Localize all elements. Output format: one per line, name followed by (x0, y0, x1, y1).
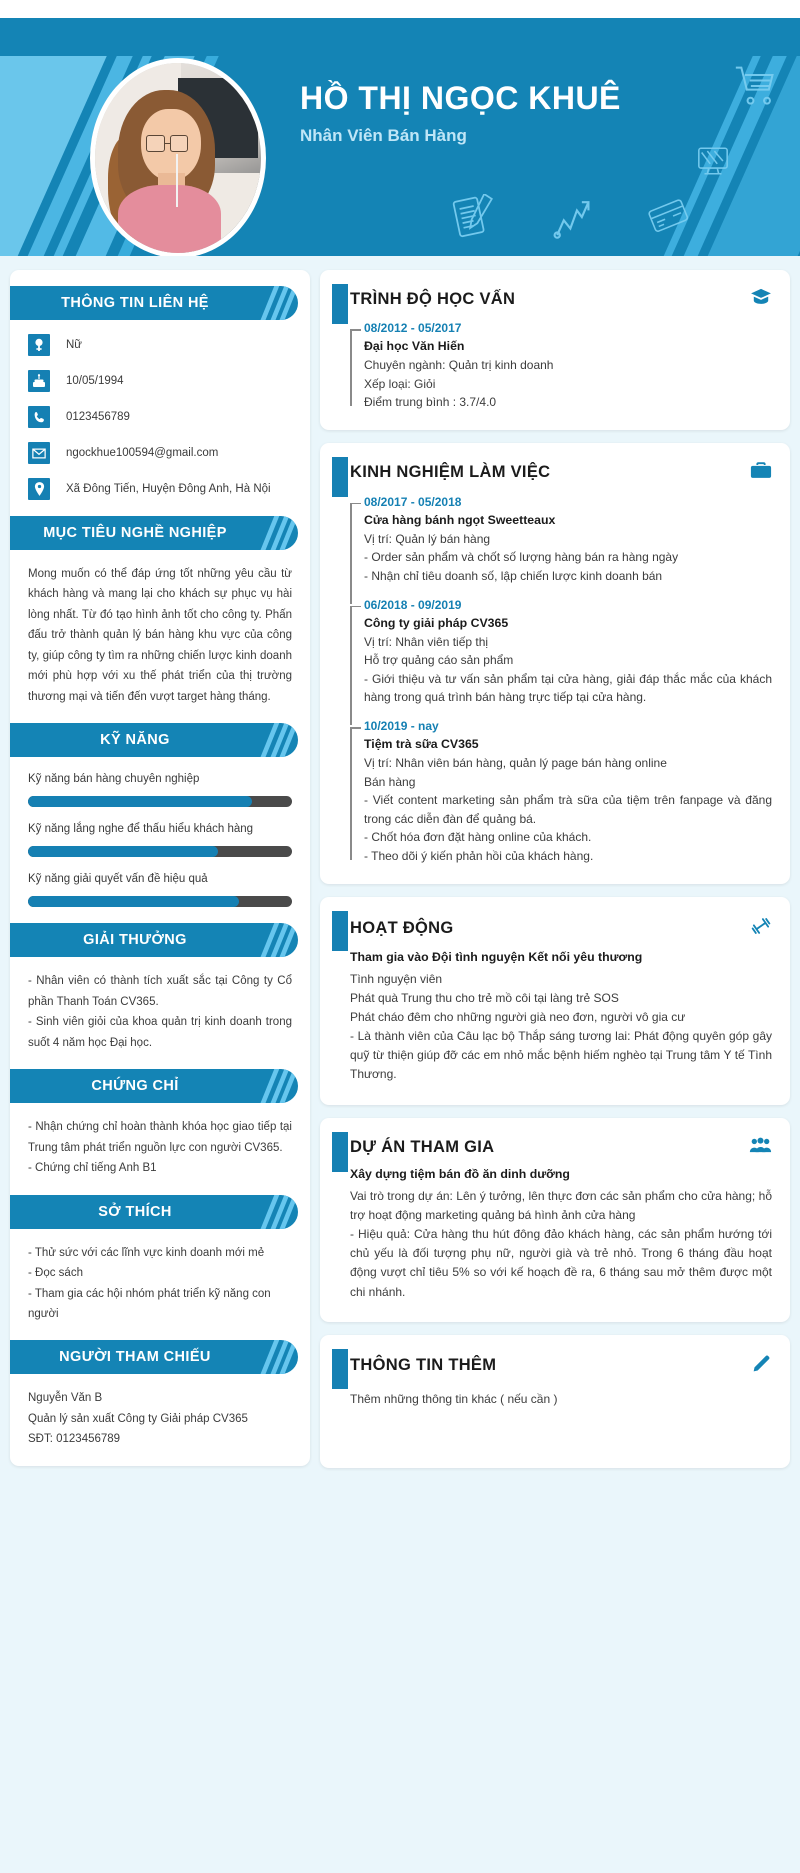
skill-label: Kỹ năng lắng nghe để thấu hiểu khách hàng (28, 823, 254, 836)
project-line: - Hiệu quả: Cửa hàng thu hút đông đảo khách hàng, các sản phẩm hướng tới chủ yếu là đối tượng phụ nữ, người già và trẻ nhỏ. Trong 6 tháng đầu hoạt động vượt chỉ tiêu 5% so với kế hoạch đề ra, 6 tháng sau mở thêm được một chi nhánh. (350, 1227, 772, 1299)
activities-card (320, 897, 790, 1105)
certificate-line: - Chứng chỉ tiếng Anh B1 (28, 1162, 157, 1175)
experience-line: - Order sản phẩm và chốt số lượng hàng bán ra hàng ngày (364, 550, 679, 565)
briefcase-icon (750, 461, 772, 485)
activity-line: - Là thành viên của Câu lạc bộ Thắp sáng tương lai: Phát động quyên góp gây quỹ từ thiện giúp đỡ các em nhỏ mắc bệnh hiếm nghèo tại Trung tâm Y tế Tình Thương. (350, 1029, 772, 1082)
hobby-line: - Tham gia các hội nhóm phát triển kỹ năng con người (28, 1287, 271, 1320)
experience-line: - Nhận chỉ tiêu doanh số, lập chiến lược kinh doanh bán (364, 568, 663, 583)
contact-row (28, 370, 292, 392)
experience-date: 06/2018 - 09/2019 (364, 597, 462, 612)
skill-bar (28, 846, 292, 857)
section-title-hobbies: SỞ THÍCH (10, 1195, 298, 1229)
section-title-contact: THÔNG TIN LIÊN HỆ (10, 286, 298, 320)
page-title: HỒ THỊ NGỌC KHUÊ (300, 80, 621, 116)
section-title-objective: MỤC TIÊU NGHỀ NGHIỆP (10, 516, 298, 550)
envelope-icon (28, 442, 50, 464)
section-title-references: NGƯỜI THAM CHIẾU (10, 1340, 298, 1374)
hobby-line: - Đọc sách (28, 1267, 83, 1280)
phone-icon (28, 406, 50, 428)
experience-date: 10/2019 - nay (364, 718, 439, 733)
education-date: 08/2012 - 05/2017 (364, 321, 462, 335)
projects-card (320, 1118, 790, 1322)
contact-card (10, 270, 310, 1466)
additional-note: Thêm những thông tin khác ( nếu cần ) (350, 1391, 558, 1406)
section-title-certificates: CHỨNG CHỈ (10, 1069, 298, 1103)
activity-line: Phát quà Trung thu cho trẻ mồ côi tại làng trẻ SOS (350, 990, 619, 1005)
map-pin-icon (28, 478, 50, 500)
reference-line: Quản lý sản xuất Công ty Giải pháp CV365 (28, 1412, 248, 1425)
reference-line: Nguyễn Văn B (28, 1392, 103, 1405)
skill-bar (28, 896, 292, 907)
cv-header (0, 18, 800, 256)
certificate-line: - Nhận chứng chỉ hoàn thành khóa học giao tiếp tại Trung tâm phát triển nguồn lực con người CV365. (28, 1121, 292, 1154)
skill-label: Kỹ năng giải quyết vấn đề hiệu quả (28, 873, 208, 886)
monitor-icon (696, 144, 730, 183)
dumbbell-icon (750, 915, 772, 942)
award-line: - Nhân viên có thành tích xuất sắc tại Công ty Cổ phần Thanh Toán CV365. (28, 975, 292, 1008)
project-line: Vai trò trong dự án: Lên ý tưởng, lên thực đơn các sản phẩm cho cửa hàng; hỗ trợ hoạt động marketing quảng bá hình ảnh cửa hàng (350, 1188, 772, 1222)
contact-value: 10/05/1994 (66, 375, 124, 387)
reference-line: SĐT: 0123456789 (28, 1433, 121, 1446)
award-line: - Sinh viên giỏi của khoa quản trị kinh doanh trong suốt 4 năm học Đại học. (28, 1016, 292, 1049)
section-title-skills: KỸ NĂNG (10, 723, 298, 757)
experience-line: - Giới thiệu và tư vấn sản phẩm tại cửa hàng, giải đáp thắc mắc của khách hàng trong quá trình bán hàng trực tiếp tại cửa hàng. (364, 671, 772, 705)
experience-item (350, 598, 772, 719)
skill-bar (28, 796, 292, 807)
contact-row (28, 478, 292, 500)
gender-female-icon (28, 334, 50, 356)
experience-line: - Chốt hóa đơn đặt hàng online của khách. (364, 830, 592, 845)
contact-value: 0123456789 (66, 411, 130, 423)
section-title-activities: HOẠT ĐỘNG (350, 918, 454, 937)
objective-text: Mong muốn có thể đáp ứng tốt những yêu cầu từ khách hàng và mang lại cho khách sự phục vụ hài lòng nhất. Từ đó tạo hình ảnh tốt cho công ty. Phấn đấu trở thành quản lý bán hàng khu vực của công ty, giúp công ty tìm ra những chiến lược kinh doanh mới phù hợp với xu thế phát triển của thị trường thương mại và tiến đến vượt target hàng tháng. (28, 568, 292, 703)
section-title-projects: DỰ ÁN THAM GIA (350, 1137, 495, 1156)
education-item (350, 321, 772, 412)
contact-value: Nữ (66, 339, 83, 351)
avatar (90, 58, 266, 256)
growth-chart-icon (552, 194, 592, 245)
experience-org: Công ty giải pháp CV365 (364, 615, 509, 630)
experience-org: Tiệm trà sữa CV365 (364, 736, 479, 751)
graduation-cap-icon (750, 288, 772, 311)
education-line: Chuyên ngành: Quản trị kinh doanh (364, 358, 554, 372)
section-title-education: TRÌNH ĐỘ HỌC VẤN (350, 290, 516, 308)
experience-item (350, 495, 772, 598)
experience-line: Vị trí: Nhân viên tiếp thị (364, 634, 489, 649)
clipboard-pen-icon (452, 194, 500, 245)
job-title: Nhân Viên Bán Hàng (300, 126, 467, 145)
education-org: Đại học Văn Hiến (364, 339, 465, 353)
cart-icon (734, 64, 778, 113)
experience-line: - Viết content marketing sản phẩm trà sữa của tiệm trên fanpage và đăng trong các diễn đàn để quảng bá. (364, 793, 772, 826)
activity-line: Tình nguyện viên (350, 971, 443, 986)
education-card (320, 270, 790, 430)
experience-line: - Theo dõi ý kiến phản hồi của khách hàng. (364, 848, 594, 863)
education-line: Điểm trung bình : 3.7/4.0 (364, 395, 497, 410)
section-title-experience: KINH NGHIỆM LÀM VIỆC (350, 463, 551, 482)
skill-item (28, 873, 292, 907)
contact-value: ngockhue100594@gmail.com (66, 447, 219, 459)
skill-item (28, 823, 292, 857)
skill-item (28, 773, 292, 807)
experience-date: 08/2017 - 05/2018 (364, 494, 462, 509)
left-column (10, 270, 310, 1481)
activity-title: Tham gia vào Đội tình nguyện Kết nối yêu thương (350, 949, 643, 964)
experience-line: Bán hàng (364, 774, 416, 789)
skill-label: Kỹ năng bán hàng chuyên nghiệp (28, 773, 200, 786)
additional-info-card (320, 1335, 790, 1468)
education-line: Xếp loại: Giỏi (364, 376, 436, 391)
credit-card-icon (648, 198, 688, 237)
project-title: Xây dựng tiệm bán đồ ăn dinh dưỡng (350, 1166, 570, 1181)
section-title-awards: GIẢI THƯỞNG (10, 923, 298, 957)
activity-line: Phát cháo đêm cho những người già neo đơn, người vô gia cư (350, 1009, 686, 1024)
contact-row (28, 334, 292, 356)
contact-row (28, 406, 292, 428)
top-strip (0, 0, 800, 18)
experience-item (350, 719, 772, 866)
experience-line: Vị trí: Quản lý bán hàng (364, 531, 491, 546)
contact-row (28, 442, 292, 464)
experience-line: Vị trí: Nhân viên bán hàng, quản lý page bán hàng online (364, 755, 667, 770)
birthday-cake-icon (28, 370, 50, 392)
section-title-additional: THÔNG TIN THÊM (350, 1355, 497, 1374)
experience-line: Hỗ trợ quảng cáo sản phẩm (364, 653, 514, 668)
people-group-icon (749, 1136, 772, 1159)
experience-card (320, 443, 790, 884)
hobby-line: - Thử sức với các lĩnh vực kinh doanh mới mẻ (28, 1246, 265, 1259)
pencil-icon (752, 1353, 772, 1378)
contact-value: Xã Đông Tiến, Huyện Đông Anh, Hà Nội (66, 483, 271, 495)
right-column (320, 270, 790, 1481)
experience-org: Cửa hàng bánh ngọt Sweetteaux (364, 512, 556, 527)
header-band (0, 18, 800, 56)
